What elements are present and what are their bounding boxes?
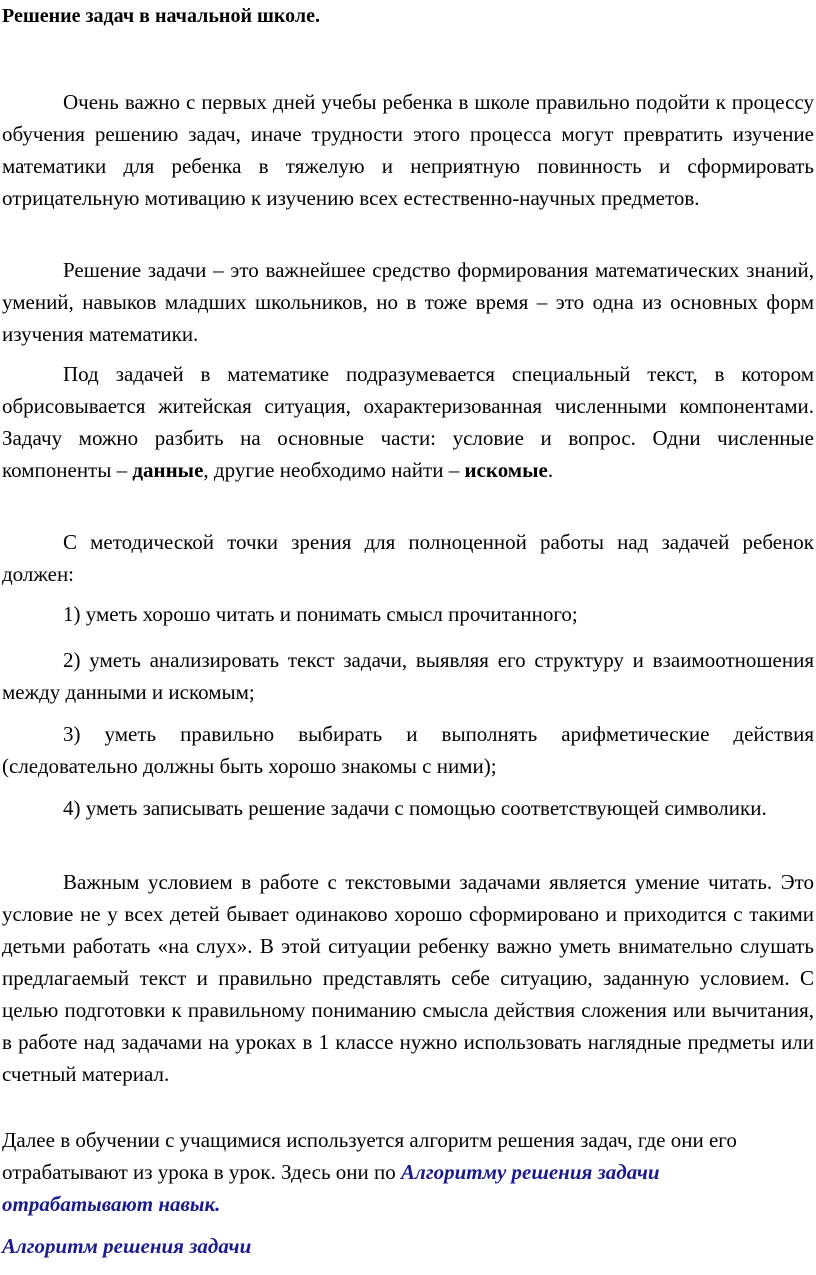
definition-text-before: Под задачей в математике подразумевается специальный текст, в котором обрисовывается житейская ситуация, охарактеризованная численными компонентами. Задачу можно разбить на основные части: условие и вопрос. Одни численные компоненты – bbox=[2, 362, 814, 482]
list-item-4: 4) уметь записывать решение задачи с помощью соответствующей символики. bbox=[63, 796, 767, 820]
paragraph-intro: Очень важно с первых дней учебы ребенка в школе правильно подойти к процессу обучения решению задач, иначе трудности этого процесса могут превратить изучение математики для ребенка в тяжелую и неприятную повинность и сформировать отрицательную мотивацию к изучению всех естественно-научных предметов. bbox=[2, 90, 814, 210]
term-given-data: данные bbox=[132, 458, 204, 482]
document-title: Решение задач в начальной школе. bbox=[2, 5, 320, 27]
paragraph-requirements-intro: С методической точки зрения для полноценной работы над задачей ребенок должен: bbox=[2, 530, 814, 586]
paragraph-algorithm-intro bbox=[2, 1124, 792, 1220]
definition-text-middle: , другие необходимо найти – bbox=[203, 458, 465, 482]
list-item-2: 2) уметь анализировать текст задачи, выявляя его структуру и взаимоотношения между данными и искомым; bbox=[2, 648, 814, 704]
section-heading-algorithm: Алгоритм решения задачи bbox=[2, 1234, 252, 1258]
paragraph-reading-skill: Важным условием в работе с текстовыми задачами является умение читать. Это условие не у всех детей бывает одинаково хорошо сформировано и приходится с такими детьми работать «на слух». В этой ситуации ребенку важно уметь внимательно слушать предлагаемый текст и правильно представлять себе ситуацию, заданную условием. С целью подготовки к правильному пониманию смысла действия сложения или вычитания, в работе над задачами на уроках в 1 классе нужно использовать наглядные предметы или счетный материал. bbox=[2, 870, 814, 1086]
list-item-1: 1) уметь хорошо читать и понимать смысл прочитанного; bbox=[63, 602, 578, 626]
definition-text-after: . bbox=[547, 458, 554, 482]
list-item-3: 3) уметь правильно выбирать и выполнять арифметические действия (следовательно должны быть хорошо знакомы с ними); bbox=[2, 722, 814, 778]
algorithm-emphasis: Алгоритму решения задачи отрабатывают навык. bbox=[2, 1160, 660, 1216]
term-unknowns: искомые bbox=[464, 458, 548, 482]
algorithm-intro-text: Далее в обучении с учащимися используется алгоритм решения задач, где они его отрабатывают из урока в урок. Здесь они по bbox=[2, 1128, 737, 1184]
paragraph-definition bbox=[2, 358, 814, 486]
paragraph-importance: Решение задачи – это важнейшее средство формирования математических знаний, умений, навыков младших школьников, но в тоже время – это одна из основных форм изучения математики. bbox=[2, 258, 814, 346]
